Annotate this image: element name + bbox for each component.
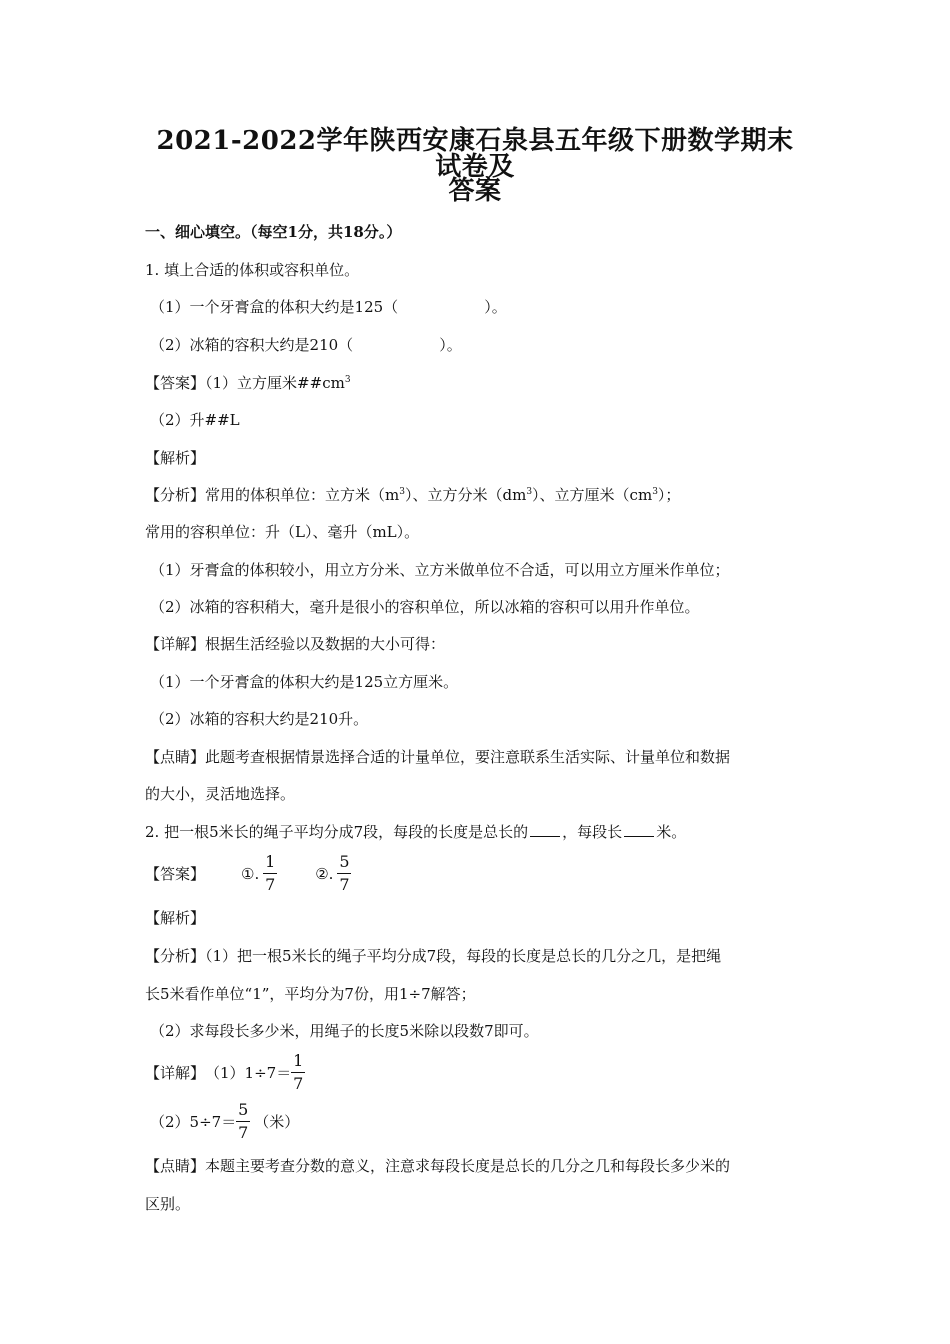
q2-fenxi-text: （1）把一根5米长的绳子平均分成7段，每段的长度是总长的几分之几，是把绳 <box>205 947 722 965</box>
fraction-bar <box>291 1072 305 1073</box>
q2-dianjing-line2: 区别。 <box>145 1195 191 1213</box>
xiangjie-tag: 【详解】 <box>145 635 206 653</box>
q1-fenxi-sup2: 3 <box>526 487 533 497</box>
document-title-line-2: 答案 <box>448 176 502 206</box>
q2-stem-c: 米。 <box>656 823 687 841</box>
q1-answer1: （1）立方厘米##cm <box>205 374 345 392</box>
q2-ans2-label: ②. <box>315 864 334 883</box>
q2-fenxi-line2: 长5米看作单位“1”，平均分为7份，用1÷7解答； <box>145 985 476 1003</box>
q1-fenxi-line2: 常用的容积单位：升（L）、毫升（mL）。 <box>145 523 420 541</box>
q2-stem-b: ，每段长 <box>562 823 623 841</box>
dianjing-tag: 【点睛】 <box>145 748 206 766</box>
document-title-line-1: 2021-2022学年陕西安康石泉县五年级下册数学期末试卷及 <box>156 126 794 182</box>
q2-xiangjie1-expr: （1）1÷7＝ <box>205 1064 292 1082</box>
q1-fenxi-line3: （1）牙膏盒的体积较小，用立方分米、立方米做单位不合适，可以用立方厘米作单位； <box>150 561 730 579</box>
q2-xiangjie2-fraction <box>236 1101 250 1142</box>
fenxi-tag: 【分析】 <box>145 947 206 965</box>
xiangjie-tag: 【详解】 <box>145 1064 206 1082</box>
q1-stem: 1. 填上合适的体积或容积单位。 <box>145 261 360 279</box>
q2-xiangjie1-fraction <box>291 1052 305 1093</box>
q1-dianjing-line2: 的大小，灵活地选择。 <box>145 785 296 803</box>
q1-dianjing-text: 此题考查根据情景选择合适的计量单位，要注意联系生活实际、计量单位和数据 <box>205 748 731 766</box>
q1-fenxi-text-c: ）、立方厘米（cm <box>532 486 653 504</box>
q1-xiangjie-line1: （1）一个牙膏盒的体积大约是125立方厘米。 <box>150 673 459 691</box>
q2-xiangjie-2 <box>150 1101 299 1142</box>
q2-dianjing <box>145 1156 805 1176</box>
q1-fenxi <box>145 485 805 505</box>
q2-ans1-den: 7 <box>265 875 276 894</box>
q1-jiexi: 【解析】 <box>145 449 206 467</box>
q2-xiangjie2-unit: （米） <box>254 1113 300 1131</box>
q1-answer <box>145 373 805 393</box>
q2-ans2-num: 5 <box>339 852 350 871</box>
q1-xiangjie-text: 根据生活经验以及数据的大小可得： <box>205 635 446 653</box>
q1-xiangjie <box>145 634 805 654</box>
q2-blank-1 <box>530 822 560 837</box>
dianjing-tag: 【点睛】 <box>145 1157 206 1175</box>
q1-fenxi-sup1: 3 <box>399 487 405 497</box>
q1-fenxi-sup3: 3 <box>652 487 658 497</box>
q2-stem-a: 2. 把一根5米长的绳子平均分成7段，每段的长度是总长的 <box>145 823 529 841</box>
q1-answer2: （2）升##L <box>150 411 240 429</box>
q1-part1 <box>150 297 810 317</box>
q2-xiangjie-1 <box>145 1052 309 1093</box>
fraction-bar <box>263 873 277 874</box>
q1-fenxi-line4: （2）冰箱的容积稍大，毫升是很小的容积单位，所以冰箱的容积可以用升作单位。 <box>150 598 700 616</box>
answer-tag: 【答案】 <box>145 374 206 392</box>
q2-xiangjie2-expr: （2）5÷7＝ <box>150 1113 237 1131</box>
q2-xiangjie2-num: 5 <box>238 1100 249 1119</box>
q2-ans1-num: 1 <box>265 852 276 871</box>
q2-ans2-fraction <box>337 853 351 894</box>
q1-part2-text: （2）冰箱的容积大约是210（ <box>150 336 354 354</box>
q2-xiangjie2-den: 7 <box>238 1123 249 1142</box>
q2-ans2-den: 7 <box>339 875 350 894</box>
q1-fenxi-text-b: ）、立方分米（dm <box>404 486 527 504</box>
q2-ans1-fraction <box>263 853 277 894</box>
q1-xiangjie-line2: （2）冰箱的容积大约是210升。 <box>150 710 369 728</box>
q2-fenxi-line3: （2）求每段长多少米，用绳子的长度5米除以段数7即可。 <box>150 1022 539 1040</box>
q1-answer1-sup: 3 <box>344 375 351 385</box>
q2-xiangjie1-num: 1 <box>293 1051 304 1070</box>
q2-stem <box>145 822 805 842</box>
section-heading: 一、细心填空。（每空1分，共18分。） <box>145 223 402 241</box>
q2-ans1-label: ①. <box>241 864 260 883</box>
fenxi-tag: 【分析】 <box>145 486 206 504</box>
q1-dianjing <box>145 747 805 767</box>
q2-blank-2 <box>624 822 654 837</box>
q2-answer <box>145 853 355 894</box>
q2-dianjing-text: 本题主要考查分数的意义，注意求每段长度是总长的几分之几和每段长多少米的 <box>205 1157 731 1175</box>
q2-fenxi <box>145 946 805 966</box>
q2-xiangjie1-den: 7 <box>293 1074 304 1093</box>
q1-fenxi-text-d: ）； <box>657 486 681 504</box>
q1-part1-text: （1）一个牙膏盒的体积大约是125（ <box>150 298 399 316</box>
q1-part1-end: ）。 <box>484 298 507 316</box>
answer-tag: 【答案】 <box>145 865 206 883</box>
q2-jiexi: 【解析】 <box>145 909 206 927</box>
q1-part2 <box>150 335 810 355</box>
fraction-bar <box>337 873 351 874</box>
q1-part2-end: ）。 <box>439 336 462 354</box>
q1-fenxi-text-a: 常用的体积单位：立方米（m <box>205 486 400 504</box>
fraction-bar <box>236 1121 250 1122</box>
